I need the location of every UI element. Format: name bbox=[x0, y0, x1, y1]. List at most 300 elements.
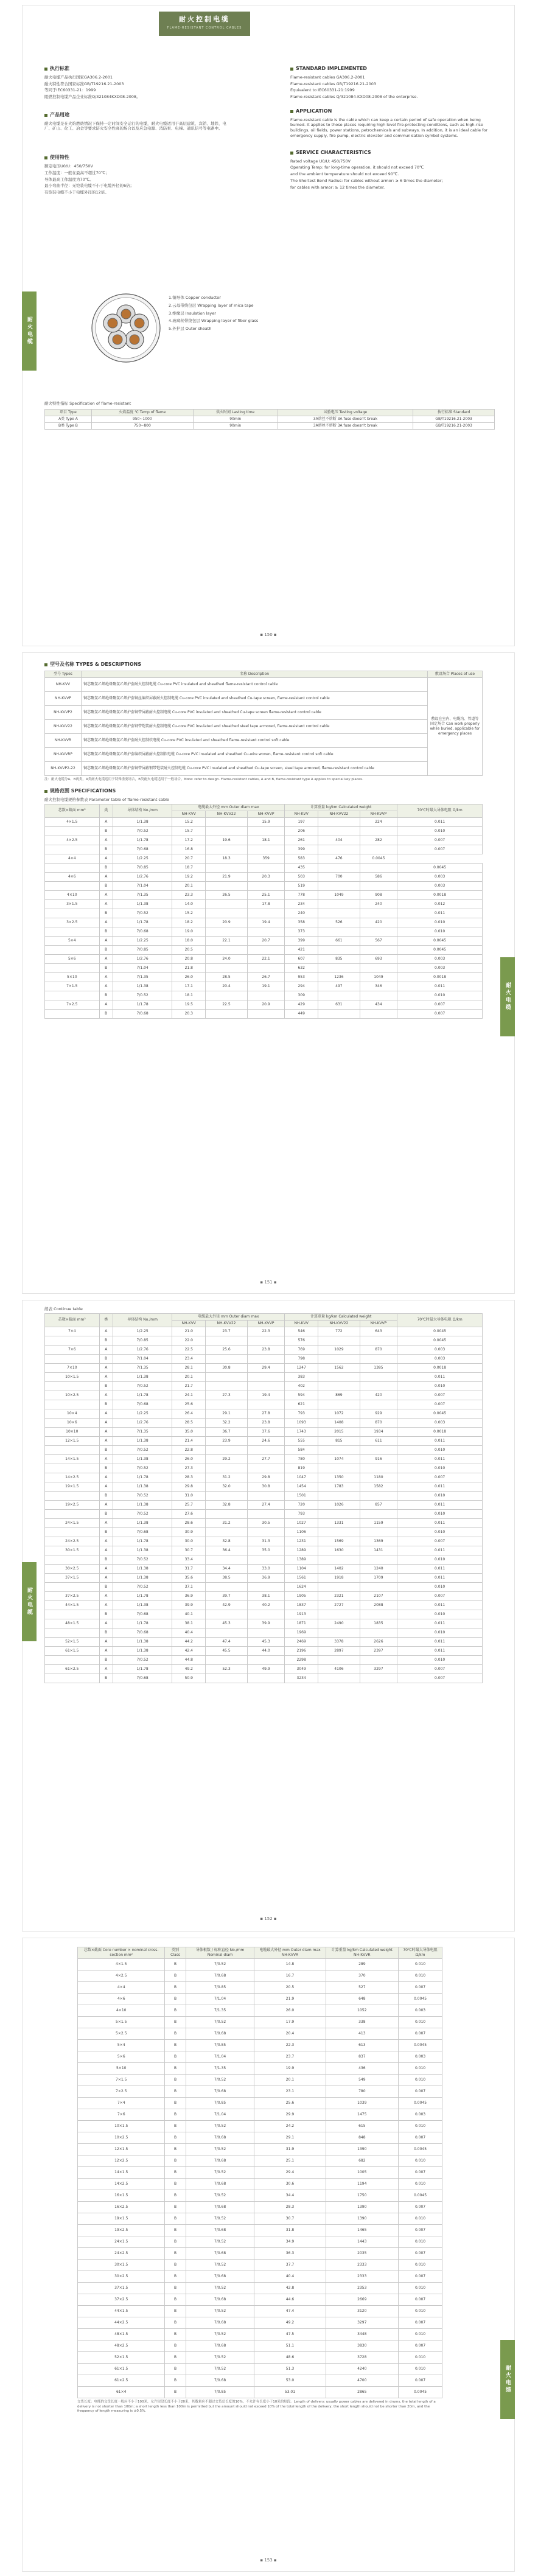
table-cell bbox=[247, 1381, 284, 1391]
table-cell: 0.0018 bbox=[397, 1363, 483, 1372]
table-cell: 铜芯聚氯乙烯绝缘聚氯乙烯护套耐火控制电缆 Cu-core PVC insulated and sheathed flame-resistant control cable bbox=[82, 677, 428, 691]
left-column bbox=[44, 63, 227, 197]
table-cell: 49.2 bbox=[172, 1664, 206, 1674]
table-cell: 37×1.5 bbox=[45, 1573, 100, 1582]
table-cell: 33.4 bbox=[172, 1555, 206, 1564]
cable-cross-section-diagram bbox=[89, 291, 162, 365]
table-row bbox=[45, 1628, 483, 1637]
table-cell: B bbox=[99, 1527, 113, 1537]
table-cell: 7/0.68 bbox=[113, 1628, 172, 1637]
table-cell: 21.7 bbox=[172, 1381, 206, 1391]
table-cell: 2897 bbox=[318, 1646, 360, 1655]
table-cell: 51.3 bbox=[254, 2364, 326, 2375]
table-cell: 1159 bbox=[360, 1518, 397, 1527]
table-cell: 20.7 bbox=[172, 854, 206, 864]
table-cell: 7/0.68 bbox=[186, 2202, 254, 2213]
table-row bbox=[45, 719, 483, 733]
table-row bbox=[78, 2121, 442, 2132]
table-cell: 0.010 bbox=[399, 2364, 442, 2375]
table-row bbox=[45, 973, 483, 982]
table-row bbox=[45, 1555, 483, 1564]
spec3-section bbox=[77, 1947, 442, 2414]
table-cell: B bbox=[165, 2132, 186, 2144]
table-cell: 778 bbox=[285, 891, 318, 900]
flame-test-section bbox=[44, 401, 495, 430]
table-row bbox=[45, 761, 483, 775]
table-cell: 25.7 bbox=[172, 1500, 206, 1509]
table-cell: 7/0.68 bbox=[113, 1010, 172, 1019]
col-header: 电缆最大外径 mm Outer diam max bbox=[172, 1313, 285, 1320]
table-cell: 3049 bbox=[285, 1664, 318, 1674]
table-cell: 7/0.85 bbox=[113, 1336, 172, 1345]
table-cell: A bbox=[99, 973, 113, 982]
table-cell: 1026 bbox=[318, 1500, 360, 1509]
table-cell: 7×2.5 bbox=[78, 2086, 165, 2098]
table-cell: 25.6 bbox=[206, 1345, 248, 1354]
table-cell: 1408 bbox=[318, 1418, 360, 1427]
table-cell: B bbox=[165, 2028, 186, 2040]
table-cell: 24.1 bbox=[172, 1391, 206, 1400]
table-cell bbox=[45, 1582, 100, 1591]
table-cell: 1/1.78 bbox=[113, 1000, 172, 1010]
table-cell: 18.2 bbox=[172, 918, 206, 927]
table-cell: 0.003 bbox=[399, 2051, 442, 2063]
table-cell bbox=[318, 1372, 360, 1381]
table-row bbox=[45, 1610, 483, 1619]
table-cell: 1/1.78 bbox=[113, 918, 172, 927]
table-cell: 7/0.85 bbox=[113, 946, 172, 955]
table-cell: B bbox=[165, 2144, 186, 2155]
table-row bbox=[45, 1391, 483, 1400]
table-cell: 0.007 bbox=[397, 1000, 483, 1010]
side-tab: 耐火电缆 bbox=[500, 957, 515, 1036]
table-cell bbox=[360, 882, 397, 891]
col-header: 70℃时最大导体电阻 Ω/km bbox=[397, 1313, 483, 1327]
table-cell: 1074 bbox=[318, 1454, 360, 1464]
table-cell: 37.7 bbox=[254, 2260, 326, 2271]
table-cell: B bbox=[99, 864, 113, 873]
table-row bbox=[45, 891, 483, 900]
table-cell: 5×10 bbox=[45, 973, 100, 982]
specs-title: 规格范围 SPECIFICATIONS bbox=[44, 788, 483, 795]
table-cell: 1475 bbox=[326, 2109, 399, 2121]
table-cell: 1562 bbox=[318, 1363, 360, 1372]
table-cell: 47.4 bbox=[206, 1637, 248, 1646]
table-cell: 21.9 bbox=[206, 873, 248, 882]
table-cell: B bbox=[99, 927, 113, 937]
table-cell: 1247 bbox=[285, 1363, 318, 1372]
table-row bbox=[45, 982, 483, 991]
table-cell bbox=[206, 1336, 248, 1345]
table-cell: B bbox=[165, 2271, 186, 2283]
table-cell: 铜芯聚氯乙烯绝缘聚氯乙烯护套钢带铠装耐火控制电缆 Cu-core PVC insulated and sheathed steel tape armored, flame-resistant control cable bbox=[82, 719, 428, 733]
table-cell: 7/0.68 bbox=[186, 2028, 254, 2040]
table-cell: 7/0.68 bbox=[186, 2155, 254, 2167]
table-row bbox=[45, 1646, 483, 1655]
table-cell bbox=[247, 864, 284, 873]
table-cell: 1624 bbox=[285, 1582, 318, 1591]
table-cell: 32.8 bbox=[206, 1500, 248, 1509]
table-cell: 10×2.5 bbox=[45, 1391, 100, 1400]
table-cell: B bbox=[165, 2109, 186, 2121]
table-row bbox=[45, 1400, 483, 1409]
std-cn-line: 等同于IEC60331-21：1999 bbox=[44, 88, 96, 93]
table-cell: 1/1.38 bbox=[113, 1646, 172, 1655]
table-cell: 594 bbox=[285, 1391, 318, 1400]
table-row bbox=[78, 2364, 442, 2375]
table-cell: 24.2 bbox=[254, 2121, 326, 2132]
table-row bbox=[78, 2179, 442, 2190]
table-cell: 1385 bbox=[360, 1363, 397, 1372]
table-cell bbox=[360, 1381, 397, 1391]
table-cell: 40.4 bbox=[172, 1628, 206, 1637]
table-cell bbox=[45, 1381, 100, 1391]
table-cell bbox=[247, 827, 284, 836]
table-cell bbox=[360, 1354, 397, 1363]
table-cell: 18.7 bbox=[172, 864, 206, 873]
table-cell: 35.0 bbox=[172, 1427, 206, 1436]
table-cell: 20.5 bbox=[172, 946, 206, 955]
table-cell: 30×2.5 bbox=[45, 1564, 100, 1573]
table-row bbox=[45, 1372, 483, 1381]
table-cell: 19×2.5 bbox=[45, 1500, 100, 1509]
table-cell: 27.4 bbox=[247, 1500, 284, 1509]
places-of-use-cell: 敷设在室内、电缆沟、管道等固定场合 Can work properly while buried, applicable for emergency places bbox=[428, 677, 483, 775]
table-cell: B bbox=[99, 1445, 113, 1454]
table-cell: B bbox=[99, 1336, 113, 1345]
spec-table-3 bbox=[77, 1947, 442, 2398]
table-cell: B bbox=[165, 2306, 186, 2317]
table-cell: 39.9 bbox=[247, 1619, 284, 1628]
table-cell: 61×4 bbox=[78, 2387, 165, 2398]
table-cell bbox=[360, 1555, 397, 1564]
table-cell: 0.011 bbox=[397, 909, 483, 918]
table-cell: 555 bbox=[285, 1436, 318, 1445]
table-cell bbox=[360, 927, 397, 937]
table-cell: B bbox=[99, 964, 113, 973]
table-cell: 12×2.5 bbox=[78, 2155, 165, 2167]
table-cell: 7/0.52 bbox=[113, 1509, 172, 1518]
table-cell: B bbox=[165, 2190, 186, 2202]
table-cell: 0.011 bbox=[397, 1454, 483, 1464]
table-cell: 24.6 bbox=[247, 1436, 284, 1445]
table-cell bbox=[318, 964, 360, 973]
table-cell: 399 bbox=[285, 845, 318, 854]
table-cell: 52.3 bbox=[206, 1664, 248, 1674]
table-cell: 7/0.52 bbox=[113, 1464, 172, 1473]
table-cell: 10×1.5 bbox=[45, 1372, 100, 1381]
table-row bbox=[45, 1010, 483, 1019]
table-cell bbox=[318, 1010, 360, 1019]
col-header: 导体结构 No./mm bbox=[113, 804, 172, 817]
table-cell bbox=[247, 1445, 284, 1454]
table-cell: 铜芯聚氯乙烯绝缘聚氯乙烯护套铜带屏蔽耐火控制电缆 Cu-core PVC insulated and sheathed Cu-tape screen flame-resistant control cable bbox=[82, 705, 428, 719]
table-cell: 0.0045 bbox=[360, 854, 397, 864]
table-cell: 643 bbox=[360, 1327, 397, 1336]
table-cell: 0.007 bbox=[397, 1010, 483, 1019]
table-cell: 2015 bbox=[318, 1427, 360, 1436]
table-cell: B bbox=[165, 1970, 186, 1982]
table-cell: 3×1.5 bbox=[45, 900, 100, 909]
col-header: 类 bbox=[99, 804, 113, 817]
table-cell: A bbox=[99, 1600, 113, 1610]
table-cell: NH-KVVRP bbox=[45, 747, 82, 761]
table-row bbox=[45, 733, 483, 747]
spec-table-1 bbox=[44, 804, 483, 1019]
table-cell: NH-KVV bbox=[45, 677, 82, 691]
table-cell: 28.3 bbox=[172, 1473, 206, 1482]
table-cell: 1052 bbox=[326, 2005, 399, 2017]
table-cell: 44.0 bbox=[247, 1646, 284, 1655]
table-cell: 10×4 bbox=[45, 1409, 100, 1418]
table-cell: 7/0.85 bbox=[186, 2387, 254, 2398]
table-cell bbox=[360, 864, 397, 873]
table-cell bbox=[247, 1336, 284, 1345]
table-cell: 2088 bbox=[360, 1600, 397, 1610]
table-cell: 1049 bbox=[318, 891, 360, 900]
table-cell: B bbox=[165, 2387, 186, 2398]
delivery-note: 交货长度：电缆的交货长度一般应不小于100米，允许短段长度不小于20米，其数量应不超过交货总长度的10%，不允许有长度小于10米的短段。Length of delivery: usually power cables are delivered in drums, the total length of a delivery is not shorter than 100m; a short length less than 100m is permitted but the amount should not exceed 10% of the total length of the delivery, the short length should not be shorter than 20m, and the frequency of length measuring is ±0.5%. bbox=[77, 2400, 436, 2414]
legend-item: 4.玻璃丝带绕包层 Wrapping layer of fiber glass bbox=[169, 318, 259, 324]
table-cell: B bbox=[165, 2167, 186, 2179]
table-cell: 2865 bbox=[326, 2387, 399, 2398]
table-cell bbox=[247, 1354, 284, 1363]
table-cell: 4700 bbox=[326, 2375, 399, 2387]
table-cell: 39.9 bbox=[172, 1600, 206, 1610]
table-cell: 0.007 bbox=[397, 1664, 483, 1674]
table-cell: 0.010 bbox=[399, 2155, 442, 2167]
table-cell: 48.6 bbox=[254, 2352, 326, 2364]
table-cell: 51.1 bbox=[254, 2340, 326, 2352]
table-cell: B bbox=[165, 2086, 186, 2098]
table-cell: 234 bbox=[285, 900, 318, 909]
table-cell: B bbox=[165, 2121, 186, 2132]
table-cell: 908 bbox=[360, 891, 397, 900]
table-cell: 24×1.5 bbox=[45, 1518, 100, 1527]
table-cell: 22.5 bbox=[206, 1000, 248, 1010]
table-cell: 26.4 bbox=[172, 1409, 206, 1418]
sheet-page-153 bbox=[22, 1938, 515, 2572]
col-header: NH-KVV bbox=[285, 1320, 318, 1327]
table-cell: 34.9 bbox=[254, 2236, 326, 2248]
table-cell: B bbox=[99, 1555, 113, 1564]
flame-test-title: 耐火特性指标 Specification of flame-resistant bbox=[44, 401, 131, 406]
table-cell: 7/0.52 bbox=[186, 1959, 254, 1970]
table-cell: 5×4 bbox=[78, 2040, 165, 2051]
table-cell: 0.007 bbox=[399, 2271, 442, 2283]
table-cell: 519 bbox=[285, 882, 318, 891]
table-cell: 0.007 bbox=[397, 1537, 483, 1546]
table-cell: 27.3 bbox=[206, 1391, 248, 1400]
table-cell: 0.0045 bbox=[397, 864, 483, 873]
table-row bbox=[78, 2051, 442, 2063]
table-cell bbox=[247, 1555, 284, 1564]
table-cell bbox=[206, 927, 248, 937]
table-cell: 206 bbox=[285, 827, 318, 836]
table-cell: A bbox=[99, 982, 113, 991]
table-cell: 20.5 bbox=[254, 1982, 326, 1994]
table-row bbox=[78, 2075, 442, 2086]
table-cell: 29.1 bbox=[254, 2132, 326, 2144]
legend-item: 1.铜导体 Copper conductor bbox=[169, 295, 221, 300]
table-cell: 3297 bbox=[326, 2317, 399, 2329]
table-cell: B bbox=[165, 2340, 186, 2352]
types-table bbox=[44, 671, 483, 776]
table-cell: 19.4 bbox=[247, 918, 284, 927]
table-cell bbox=[45, 1628, 100, 1637]
table-cell: 0.007 bbox=[399, 2225, 442, 2236]
table-cell: 7/0.68 bbox=[113, 927, 172, 937]
table-cell: 31.0 bbox=[172, 1491, 206, 1500]
table-cell: 916 bbox=[360, 1454, 397, 1464]
table-cell bbox=[318, 1674, 360, 1683]
table-cell: 22.0 bbox=[172, 1336, 206, 1345]
table-cell: 21.9 bbox=[254, 1994, 326, 2005]
legend-item: 5.外护层 Outer sheath bbox=[169, 326, 212, 332]
table-row bbox=[78, 2155, 442, 2167]
table-cell: 1/2.25 bbox=[113, 1327, 172, 1336]
table-cell: 0.011 bbox=[397, 1564, 483, 1573]
table-cell: 0.007 bbox=[399, 2167, 442, 2179]
table-cell: 7/0.68 bbox=[186, 2271, 254, 2283]
table-cell: A bbox=[99, 1000, 113, 1010]
table-cell bbox=[206, 1527, 248, 1537]
table-cell: 1/1.38 bbox=[113, 900, 172, 909]
table-cell bbox=[247, 1509, 284, 1518]
table-cell bbox=[45, 864, 100, 873]
table-cell: 16×2.5 bbox=[78, 2202, 165, 2213]
table-cell bbox=[206, 1655, 248, 1664]
table-row bbox=[78, 2086, 442, 2098]
table-cell: A bbox=[99, 1436, 113, 1445]
col-header: 芯数×截面 mm² bbox=[45, 804, 100, 817]
table-row bbox=[78, 2317, 442, 2329]
sheet-page-150 bbox=[22, 5, 515, 646]
svc-en-line: and the ambient temperature should not exceed 90℃. bbox=[290, 172, 399, 177]
table-row bbox=[45, 1564, 483, 1573]
table-cell: 1913 bbox=[285, 1610, 318, 1619]
table-cell: 37×1.5 bbox=[78, 2283, 165, 2294]
table-cell: 44×1.5 bbox=[45, 1600, 100, 1610]
table-cell: 7×6 bbox=[45, 1345, 100, 1354]
table-cell: 4×4 bbox=[78, 1982, 165, 1994]
table-cell: 2490 bbox=[318, 1619, 360, 1628]
table-cell: 44.2 bbox=[172, 1637, 206, 1646]
table-cell: 25.6 bbox=[254, 2098, 326, 2109]
table-cell: 42.4 bbox=[172, 1646, 206, 1655]
table-cell: 1/2.25 bbox=[113, 854, 172, 864]
col-header: 计算重量 kg/km Calculated weight bbox=[285, 804, 397, 811]
table-cell: 0.007 bbox=[399, 2202, 442, 2213]
table-cell: B bbox=[99, 1354, 113, 1363]
table-row bbox=[45, 1381, 483, 1391]
table-cell: 7×10 bbox=[45, 1363, 100, 1372]
table-row bbox=[45, 1454, 483, 1464]
types-section bbox=[44, 659, 483, 1019]
table-cell: 1582 bbox=[360, 1482, 397, 1491]
col-header: 导体根数 / 标称直径 No./mm Nominal diam bbox=[186, 1947, 254, 1959]
table-cell: 0.007 bbox=[399, 2340, 442, 2352]
table-cell bbox=[45, 1655, 100, 1664]
table-cell: 7/1.35 bbox=[186, 2063, 254, 2075]
table-cell: 22.8 bbox=[172, 1445, 206, 1454]
table-cell: 0.011 bbox=[397, 1573, 483, 1582]
table-cell: 0.003 bbox=[397, 1345, 483, 1354]
table-cell bbox=[206, 1509, 248, 1518]
table-cell: 2727 bbox=[318, 1600, 360, 1610]
table-cell: B bbox=[165, 2213, 186, 2225]
col-header: 试验电压 Testing voltage bbox=[278, 409, 413, 416]
table-cell bbox=[360, 1464, 397, 1473]
table-cell bbox=[360, 964, 397, 973]
table-cell: 28.5 bbox=[206, 973, 248, 982]
table-cell: 1/1.78 bbox=[113, 1664, 172, 1674]
table-cell bbox=[247, 991, 284, 1000]
table-cell: 23.1 bbox=[254, 2086, 326, 2098]
table-cell: NH-KVVP2-22 bbox=[45, 761, 82, 775]
table-row bbox=[45, 1674, 483, 1683]
table-cell: A bbox=[99, 955, 113, 964]
table-cell: 33.0 bbox=[247, 1564, 284, 1573]
table-cell: 29.9 bbox=[254, 2109, 326, 2121]
table-cell: 1027 bbox=[285, 1518, 318, 1527]
table-row: B类 Type B 750~800 90min 3A熔丝不熔断 3A fuse doesn't break GB/T19216.21-2003 bbox=[45, 422, 495, 429]
table-cell: 546 bbox=[285, 1327, 318, 1336]
table-cell: B bbox=[165, 2352, 186, 2364]
table-cell: 1072 bbox=[318, 1409, 360, 1418]
table-cell: 20.3 bbox=[247, 873, 284, 882]
table-cell: 0.007 bbox=[397, 1591, 483, 1600]
table-cell: 42.9 bbox=[206, 1600, 248, 1610]
col-header: 类别 Class bbox=[165, 1947, 186, 1959]
table-cell: 1743 bbox=[285, 1427, 318, 1436]
page-number: ▪ 153 ▪ bbox=[260, 2558, 277, 2563]
table-row bbox=[45, 1409, 483, 1418]
table-cell bbox=[247, 1372, 284, 1381]
table-cell: 0.010 bbox=[399, 2063, 442, 2075]
table-cell: 30.8 bbox=[206, 1363, 248, 1372]
col-header: NH-KVVP bbox=[247, 1320, 284, 1327]
table-cell bbox=[206, 1354, 248, 1363]
table-cell: 20.1 bbox=[254, 2075, 326, 2086]
table-cell: 20.4 bbox=[206, 982, 248, 991]
table-cell: 1240 bbox=[360, 1564, 397, 1573]
table-cell bbox=[206, 1381, 248, 1391]
table-cell bbox=[360, 909, 397, 918]
table-cell: NH-KVVP bbox=[45, 691, 82, 705]
table-cell: 0.007 bbox=[399, 1982, 442, 1994]
table-cell: B bbox=[165, 2179, 186, 2190]
table-cell: 61×1.5 bbox=[78, 2364, 165, 2375]
bullet-square-icon bbox=[44, 663, 47, 666]
table-cell bbox=[318, 1354, 360, 1363]
table-cell: 1/1.38 bbox=[113, 1372, 172, 1381]
table-cell: B bbox=[99, 1381, 113, 1391]
table-cell: 19.5 bbox=[172, 1000, 206, 1010]
table-cell: 869 bbox=[318, 1391, 360, 1400]
table-cell: 0.003 bbox=[397, 882, 483, 891]
table-cell: 47.5 bbox=[254, 2329, 326, 2340]
table-cell bbox=[45, 882, 100, 891]
table-cell: A bbox=[99, 1591, 113, 1600]
table-cell bbox=[206, 1400, 248, 1409]
table-cell: 48×2.5 bbox=[78, 2340, 165, 2352]
table-cell: 32.8 bbox=[206, 1537, 248, 1546]
table-row bbox=[78, 2294, 442, 2306]
table-cell: 772 bbox=[318, 1327, 360, 1336]
table-cell: 15.9 bbox=[247, 818, 284, 827]
table-cell: 1/1.78 bbox=[113, 1537, 172, 1546]
